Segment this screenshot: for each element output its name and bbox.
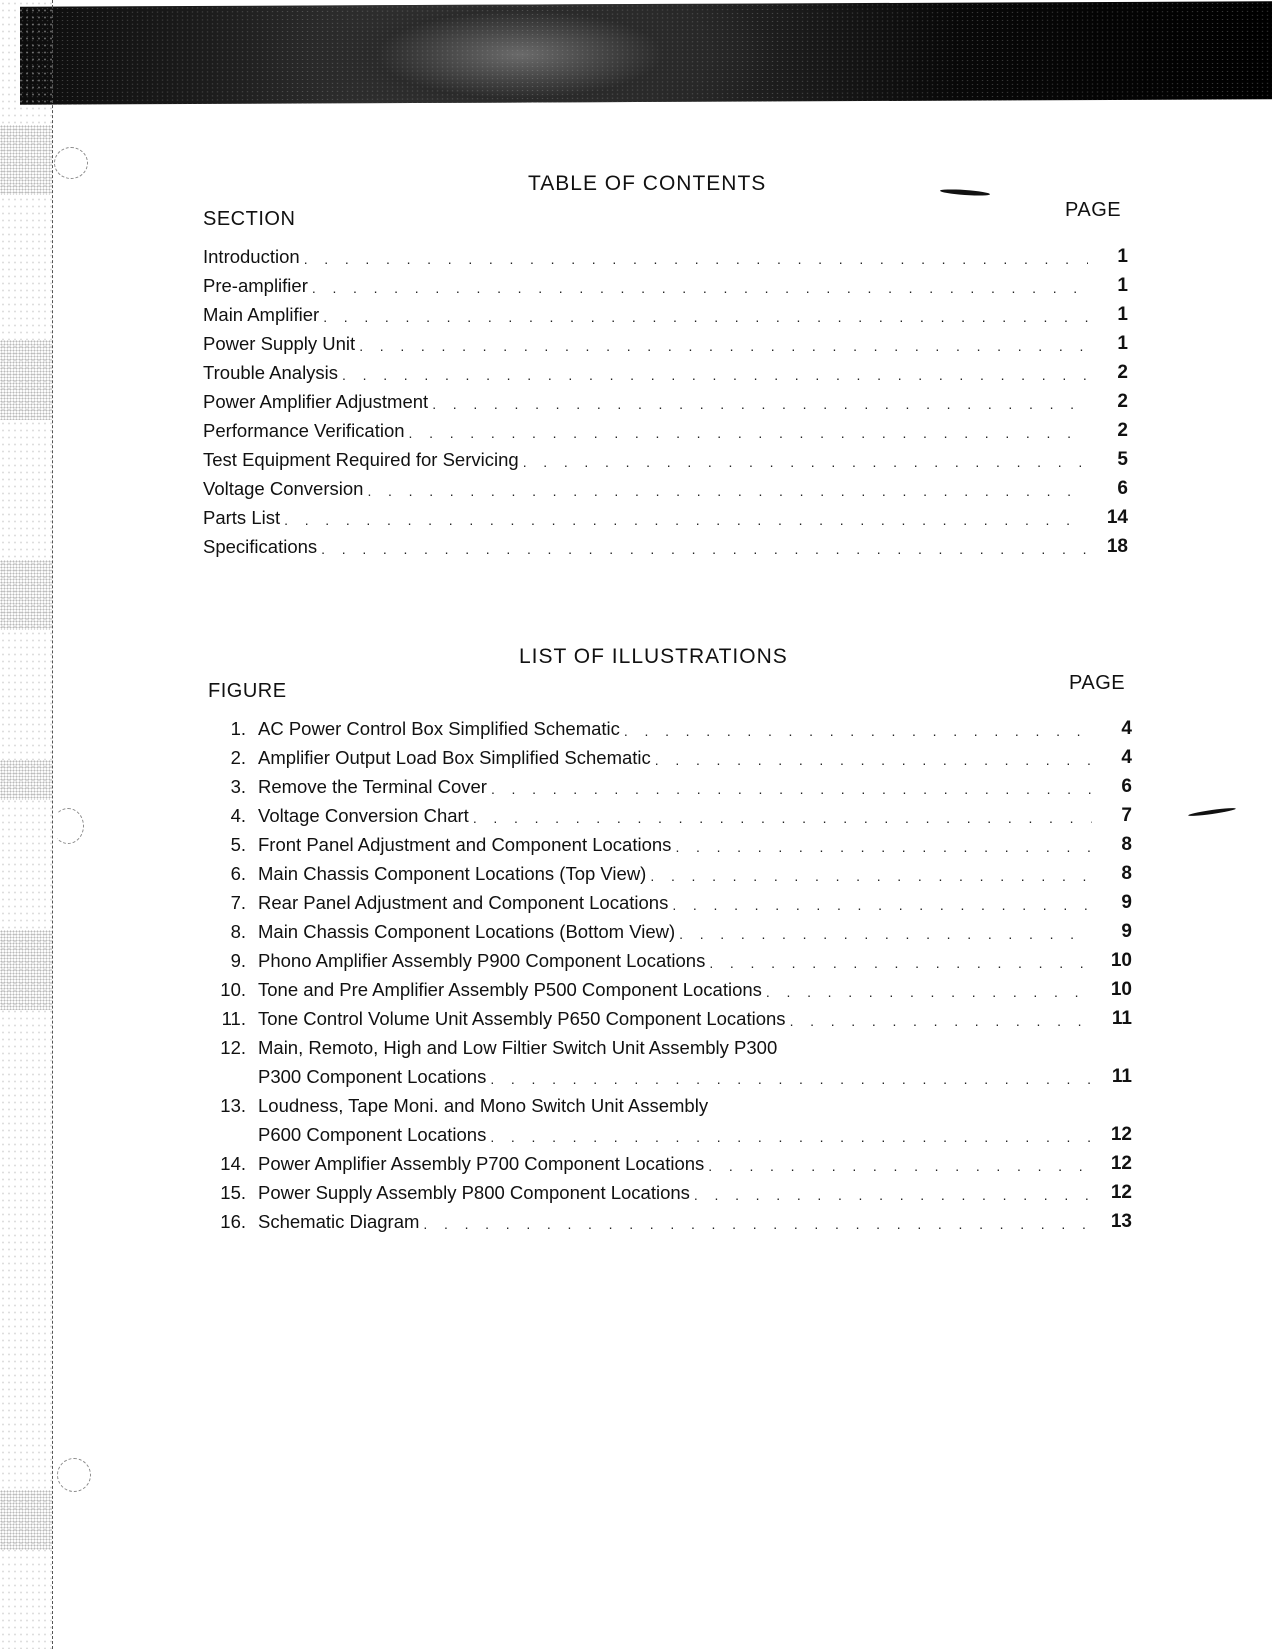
toc-entry[interactable] — [203, 326, 1128, 355]
figure-number: 7. — [230, 892, 246, 913]
dot-leader — [342, 366, 1088, 384]
margin-scan-patch — [0, 760, 52, 800]
figure-number: 1. — [230, 718, 246, 739]
figure-page: 12 — [1110, 1153, 1132, 1174]
toc-entry[interactable] — [203, 529, 1128, 558]
figure-title-continuation: P300 Component Locations — [258, 1066, 487, 1087]
figure-entry[interactable] — [208, 827, 1132, 856]
figure-page: 13 — [1110, 1211, 1132, 1232]
figure-title: Power Amplifier Assembly P700 Component Locations — [258, 1153, 705, 1174]
toc-entry-page: 1 — [1117, 304, 1128, 325]
dot-leader — [359, 337, 1088, 355]
dot-leader — [432, 395, 1088, 413]
toc-entry-title: Specifications — [203, 536, 318, 557]
figure-entry-continuation[interactable] — [208, 1059, 1132, 1088]
toc-entry-page: 1 — [1117, 333, 1128, 354]
figure-title: Voltage Conversion Chart — [258, 805, 469, 826]
dot-leader — [490, 1070, 1092, 1088]
toc-entry-title: Main Amplifier — [203, 304, 320, 325]
toc-entry[interactable] — [203, 442, 1128, 471]
dot-leader — [284, 511, 1088, 529]
toc-entry-title: Power Supply Unit — [203, 333, 356, 354]
punch-hole — [57, 1458, 91, 1492]
dot-leader — [423, 1215, 1092, 1233]
figure-entry[interactable] — [208, 1030, 1132, 1059]
figure-column-header: FIGURE — [208, 680, 287, 702]
toc-entry-title: Power Amplifier Adjustment — [203, 391, 429, 412]
section-column-header: SECTION — [203, 208, 296, 230]
punch-hole — [54, 147, 88, 179]
toc-entry-page: 5 — [1117, 449, 1128, 470]
toc-entry[interactable] — [203, 471, 1128, 500]
dot-leader — [490, 1128, 1092, 1146]
figure-number: 4. — [230, 805, 246, 826]
figure-entry-continuation[interactable] — [208, 1117, 1132, 1146]
figure-entry[interactable] — [208, 885, 1132, 914]
figure-entry[interactable] — [208, 856, 1132, 885]
figure-page: 9 — [1121, 892, 1132, 913]
figure-number: 3. — [230, 776, 246, 797]
toc-entry-title: Performance Verification — [203, 420, 405, 441]
toc-entry[interactable] — [203, 384, 1128, 413]
dot-leader — [304, 250, 1088, 268]
figure-title: Remove the Terminal Cover — [258, 776, 487, 797]
figure-number: 13. — [220, 1095, 246, 1116]
margin-scan-patch — [0, 125, 52, 195]
figure-number: 2. — [230, 747, 246, 768]
figure-title: Main Chassis Component Locations (Top View) — [258, 863, 647, 884]
figure-page: 8 — [1121, 834, 1132, 855]
figure-title: AC Power Control Box Simplified Schematic — [258, 718, 620, 739]
dot-leader — [367, 482, 1088, 500]
figure-entry[interactable] — [208, 740, 1132, 769]
figure-entry[interactable] — [208, 1001, 1132, 1030]
figure-title: Front Panel Adjustment and Component Locations — [258, 834, 672, 855]
margin-scan-patch — [0, 1490, 52, 1550]
left-margin-scan-noise — [0, 0, 52, 1649]
toc-entry-title: Parts List — [203, 507, 281, 528]
figure-entry[interactable] — [208, 711, 1132, 740]
toc-title: TABLE OF CONTENTS — [528, 172, 767, 195]
figure-number: 5. — [230, 834, 246, 855]
figure-number: 6. — [230, 863, 246, 884]
dot-leader — [694, 1186, 1092, 1204]
figure-page: 4 — [1121, 718, 1132, 739]
toc-entry-page: 2 — [1117, 420, 1128, 441]
scanned-header-band — [20, 1, 1272, 104]
figure-number: 8. — [230, 921, 246, 942]
dot-leader — [709, 954, 1092, 972]
toc-entry-title: Trouble Analysis — [203, 362, 339, 383]
toc-entry-page: 2 — [1117, 391, 1128, 412]
toc-entry[interactable] — [203, 297, 1128, 326]
dot-leader — [409, 424, 1088, 442]
toc-entry[interactable] — [203, 239, 1128, 268]
toc-entry-title: Introduction — [203, 246, 300, 267]
figure-title: Power Supply Assembly P800 Component Locations — [258, 1182, 690, 1203]
figure-page: 9 — [1121, 921, 1132, 942]
illustrations-page-column-header: PAGE — [1069, 672, 1126, 694]
figure-page: 8 — [1121, 863, 1132, 884]
dot-leader — [650, 867, 1092, 885]
figure-page: 12 — [1110, 1182, 1132, 1203]
toc-entry-page: 14 — [1106, 507, 1128, 528]
dot-leader — [312, 279, 1088, 297]
toc-entry-title: Voltage Conversion — [203, 478, 364, 499]
figure-title-continuation: P600 Component Locations — [258, 1124, 487, 1145]
figure-title: Schematic Diagram — [258, 1211, 420, 1232]
figure-page: 10 — [1110, 979, 1132, 1000]
figure-page: 12 — [1110, 1124, 1132, 1145]
figure-title: Rear Panel Adjustment and Component Locations — [258, 892, 669, 913]
ink-smudge — [940, 188, 990, 196]
figure-number: 14. — [220, 1153, 246, 1174]
punch-hole — [52, 808, 84, 844]
figure-page: 6 — [1121, 776, 1132, 797]
dot-leader — [624, 722, 1092, 740]
figure-entry[interactable] — [208, 914, 1132, 943]
figure-page: 11 — [1111, 1066, 1132, 1087]
toc-entry-page: 6 — [1117, 478, 1128, 499]
toc-entry[interactable] — [203, 413, 1128, 442]
figure-number: 10. — [220, 979, 246, 1000]
figure-page: 7 — [1121, 805, 1132, 826]
dot-leader — [679, 925, 1092, 943]
figure-entry[interactable] — [208, 1204, 1132, 1233]
dot-leader — [766, 983, 1092, 1001]
dot-leader — [790, 1012, 1092, 1030]
figure-entry[interactable] — [208, 1146, 1132, 1175]
figure-title: Tone Control Volume Unit Assembly P650 Component Locations — [258, 1008, 786, 1029]
toc-entry[interactable] — [203, 500, 1128, 529]
figure-title: Phono Amplifier Assembly P900 Component Locations — [258, 950, 706, 971]
ink-smudge — [1188, 807, 1236, 818]
dot-leader — [323, 308, 1088, 326]
toc-entry-title: Test Equipment Required for Servicing — [203, 449, 519, 470]
dot-leader — [675, 838, 1092, 856]
figure-number: 9. — [230, 950, 246, 971]
figure-entry[interactable] — [208, 769, 1132, 798]
figure-title: Amplifier Output Load Box Simplified Schematic — [258, 747, 651, 768]
figure-entry[interactable] — [208, 972, 1132, 1001]
figure-entry[interactable] — [208, 798, 1132, 827]
dot-leader — [523, 453, 1088, 471]
toc-page-column-header: PAGE — [1065, 199, 1122, 221]
toc-entry-page: 1 — [1117, 275, 1128, 296]
toc-entry[interactable] — [203, 355, 1128, 384]
margin-scan-patch — [0, 340, 52, 420]
figure-title: Tone and Pre Amplifier Assembly P500 Component Locations — [258, 979, 762, 1000]
figure-page: 11 — [1111, 1008, 1132, 1029]
dot-leader — [491, 780, 1092, 798]
dot-leader — [321, 540, 1088, 558]
figure-number: 15. — [220, 1182, 246, 1203]
figure-page: 4 — [1121, 747, 1132, 768]
toc-entry-page: 2 — [1117, 362, 1128, 383]
toc-entry[interactable] — [203, 268, 1128, 297]
dot-leader — [655, 751, 1092, 769]
margin-scan-patch — [0, 560, 52, 630]
figure-entry[interactable] — [208, 1088, 1132, 1117]
toc-entry-page: 1 — [1117, 246, 1128, 267]
figure-number: 12. — [220, 1037, 246, 1058]
figure-entry[interactable] — [208, 1175, 1132, 1204]
dot-leader — [708, 1157, 1092, 1175]
toc-entry-title: Pre-amplifier — [203, 275, 308, 296]
dot-leader — [672, 896, 1092, 914]
dot-leader — [473, 809, 1092, 827]
margin-scan-patch — [0, 930, 52, 1010]
figure-number: 16. — [220, 1211, 246, 1232]
figure-page: 10 — [1110, 950, 1132, 971]
figure-title: Main, Remoto, High and Low Filtier Switch Unit Assembly P300 — [258, 1037, 778, 1058]
figure-title: Loudness, Tape Moni. and Mono Switch Unit Assembly — [258, 1095, 709, 1116]
toc-entry-page: 18 — [1106, 536, 1128, 557]
figure-entry[interactable] — [208, 943, 1132, 972]
figure-number: 11. — [221, 1008, 246, 1029]
figure-title: Main Chassis Component Locations (Bottom View) — [258, 921, 676, 942]
illustrations-title: LIST OF ILLUSTRATIONS — [519, 645, 788, 668]
